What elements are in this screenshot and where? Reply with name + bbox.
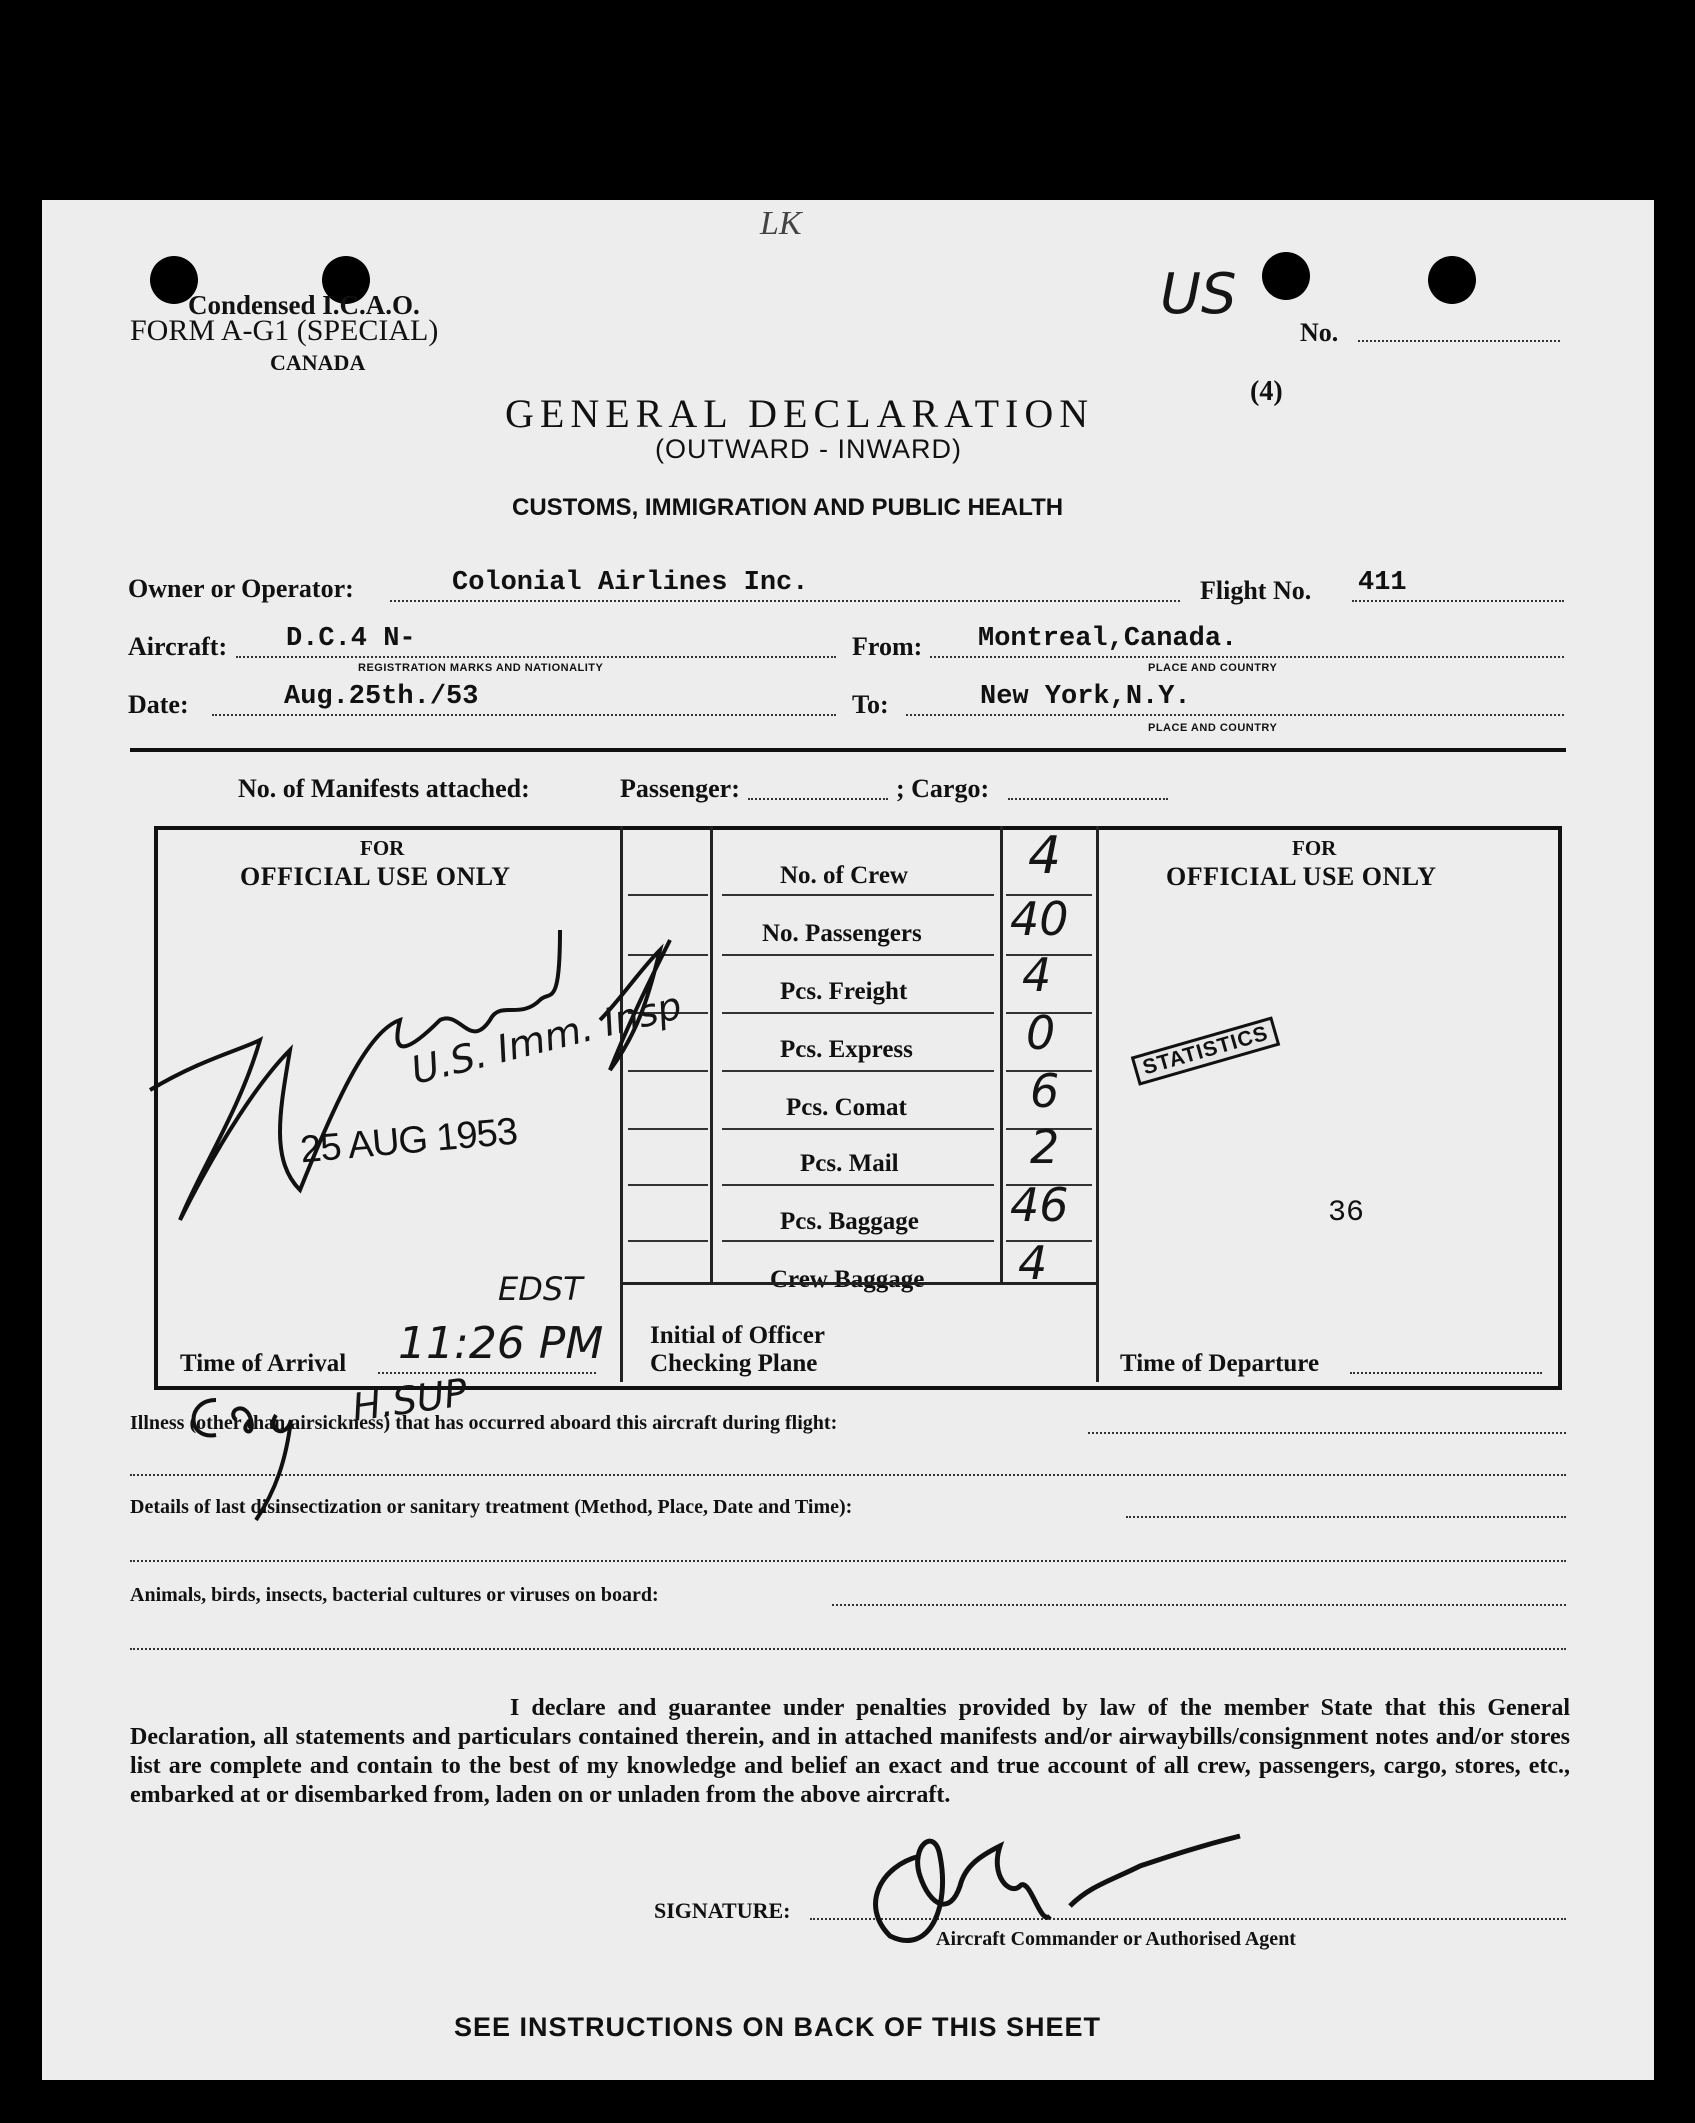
signature-caption: Aircraft Commander or Authorised Agent: [936, 1928, 1296, 1950]
disinsect-question: Details of last disinsectization or sanitary treatment (Method, Place, Date and Time):: [130, 1496, 853, 1518]
page-subtitle: (OUTWARD - INWARD): [655, 434, 962, 464]
row-label: Pcs. Baggage: [780, 1208, 919, 1235]
row-divider: [620, 1282, 1096, 1285]
handwritten-us: US: [1160, 262, 1237, 327]
row-label: Crew Baggage: [770, 1266, 925, 1293]
time-arrival-value[interactable]: 11:26 PM: [398, 1318, 604, 1369]
initial-officer-label-2: Checking Plane: [650, 1350, 818, 1377]
row-value[interactable]: 4: [1028, 826, 1062, 886]
row-label: Pcs. Freight: [780, 978, 908, 1005]
row-divider: [722, 1070, 994, 1072]
time-departure-label: Time of Departure: [1120, 1350, 1320, 1377]
manifest-cargo-line[interactable]: [1008, 798, 1168, 800]
punch-hole: [1428, 256, 1476, 304]
date-label: Date:: [128, 690, 189, 719]
row-value[interactable]: 46: [1010, 1178, 1069, 1232]
section-divider: [130, 748, 1566, 752]
from-label: From:: [852, 632, 923, 661]
box-divider: [1000, 826, 1003, 1282]
row-label: Pcs. Comat: [786, 1094, 907, 1121]
handwritten-top-mark: LK: [760, 205, 802, 242]
punch-hole: [1262, 252, 1310, 300]
row-value[interactable]: 4: [1018, 1236, 1048, 1290]
page-title: GENERAL DECLARATION: [505, 391, 1095, 436]
row-label: No. of Crew: [780, 862, 908, 889]
declaration-text: I declare and guarantee under penalties provided by law of the member State that this General Declaration, all statements and particulars contained therein, and in attached manifests and/or airwaybills/consignment notes and/or stores list are complete and contain to the best of my knowledge and belief an exact and true account of all crew, passengers, cargo, stores, etc., embarked at or disembarked from, laden on or unladen from the above aircraft.: [130, 1695, 1570, 1808]
flight-line: [1352, 600, 1564, 602]
handwritten-note: H.SUP: [349, 1370, 471, 1430]
form-number-label: No.: [1300, 318, 1339, 347]
owner-value[interactable]: Colonial Airlines Inc.: [452, 568, 809, 598]
right-box-number: 36: [1328, 1196, 1365, 1230]
to-line: [906, 714, 1564, 716]
agencies-line: CUSTOMS, IMMIGRATION AND PUBLIC HEALTH: [512, 494, 1064, 521]
row-divider: [628, 1240, 708, 1242]
left-official-header-1: FOR: [360, 836, 405, 860]
form-number-line: [1358, 340, 1560, 342]
row-divider: [722, 1240, 994, 1242]
row-divider: [722, 1184, 994, 1186]
time-departure-line: [1350, 1372, 1542, 1374]
right-official-header-1: FOR: [1292, 836, 1337, 860]
animals-question: Animals, birds, insects, bacterial cultures or viruses on board:: [130, 1584, 659, 1606]
animals-line-1[interactable]: [832, 1604, 1566, 1606]
aircraft-line: [236, 656, 836, 658]
illness-question: Illness (other than airsickness) that has occurred aboard this aircraft during flight:: [130, 1412, 838, 1434]
date-stamp: 25 AUG 1953: [298, 1110, 519, 1172]
aircraft-label: Aircraft:: [128, 632, 228, 661]
date-line: [212, 714, 836, 716]
to-value[interactable]: New York,N.Y.: [980, 682, 1191, 712]
row-divider: [628, 894, 708, 896]
footer-instructions: SEE INSTRUCTIONS ON BACK OF THIS SHEET: [454, 2012, 1102, 2042]
animals-line-2[interactable]: [130, 1648, 1566, 1650]
row-value[interactable]: 4: [1022, 948, 1052, 1002]
to-label: To:: [852, 690, 889, 719]
row-divider: [722, 954, 994, 956]
right-official-header-2: OFFICIAL USE ONLY: [1166, 862, 1437, 891]
row-value[interactable]: 2: [1030, 1120, 1060, 1174]
date-value[interactable]: Aug.25th./53: [284, 682, 479, 712]
time-arrival-line: [378, 1372, 596, 1374]
flight-value[interactable]: 411: [1358, 568, 1407, 598]
form-header-line2: FORM A-G1 (SPECIAL): [130, 314, 439, 347]
row-label: Pcs. Mail: [800, 1150, 899, 1177]
row-label: No. Passengers: [762, 920, 922, 947]
row-divider: [722, 1012, 994, 1014]
time-arrival-label: Time of Arrival: [180, 1350, 347, 1377]
statistics-stamp: STATISTICS: [1131, 1016, 1281, 1085]
owner-line: [390, 600, 1180, 602]
form-header-line3: CANADA: [270, 350, 366, 375]
row-value[interactable]: 0: [1026, 1006, 1056, 1060]
row-value[interactable]: 6: [1030, 1064, 1060, 1118]
signature-label: SIGNATURE:: [654, 1898, 791, 1923]
from-caption: PLACE AND COUNTRY: [1148, 662, 1278, 674]
box-divider: [1096, 826, 1099, 1382]
illness-line-1[interactable]: [1088, 1432, 1566, 1434]
flight-label: Flight No.: [1200, 576, 1312, 605]
row-value[interactable]: 40: [1010, 892, 1069, 946]
to-caption: PLACE AND COUNTRY: [1148, 722, 1278, 734]
form-header-line1: Condensed I.C.A.O.: [188, 290, 420, 320]
disinsect-line-2[interactable]: [130, 1560, 1566, 1562]
row-label: Pcs. Express: [780, 1036, 913, 1063]
row-divider: [722, 894, 994, 896]
from-value[interactable]: Montreal,Canada.: [978, 624, 1238, 654]
manifest-passenger-label: Passenger:: [620, 774, 740, 803]
aircraft-caption: REGISTRATION MARKS AND NATIONALITY: [358, 662, 604, 674]
aircraft-value[interactable]: D.C.4 N-: [286, 624, 416, 654]
officer-signature-note: U.S. Imm. Insp: [406, 983, 686, 1093]
left-official-header-2: OFFICIAL USE ONLY: [240, 862, 511, 891]
time-zone-note: EDST: [498, 1270, 583, 1308]
manifest-passenger-line[interactable]: [748, 798, 888, 800]
from-line: [930, 656, 1564, 658]
manifests-label: No. of Manifests attached:: [238, 774, 530, 803]
owner-label: Owner or Operator:: [128, 574, 354, 603]
manifest-cargo-label: ; Cargo:: [896, 774, 990, 803]
disinsect-line-1[interactable]: [1126, 1516, 1566, 1518]
initial-officer-label-1: Initial of Officer: [650, 1322, 825, 1349]
row-divider: [722, 1128, 994, 1130]
margin-note: (4): [1250, 376, 1283, 407]
